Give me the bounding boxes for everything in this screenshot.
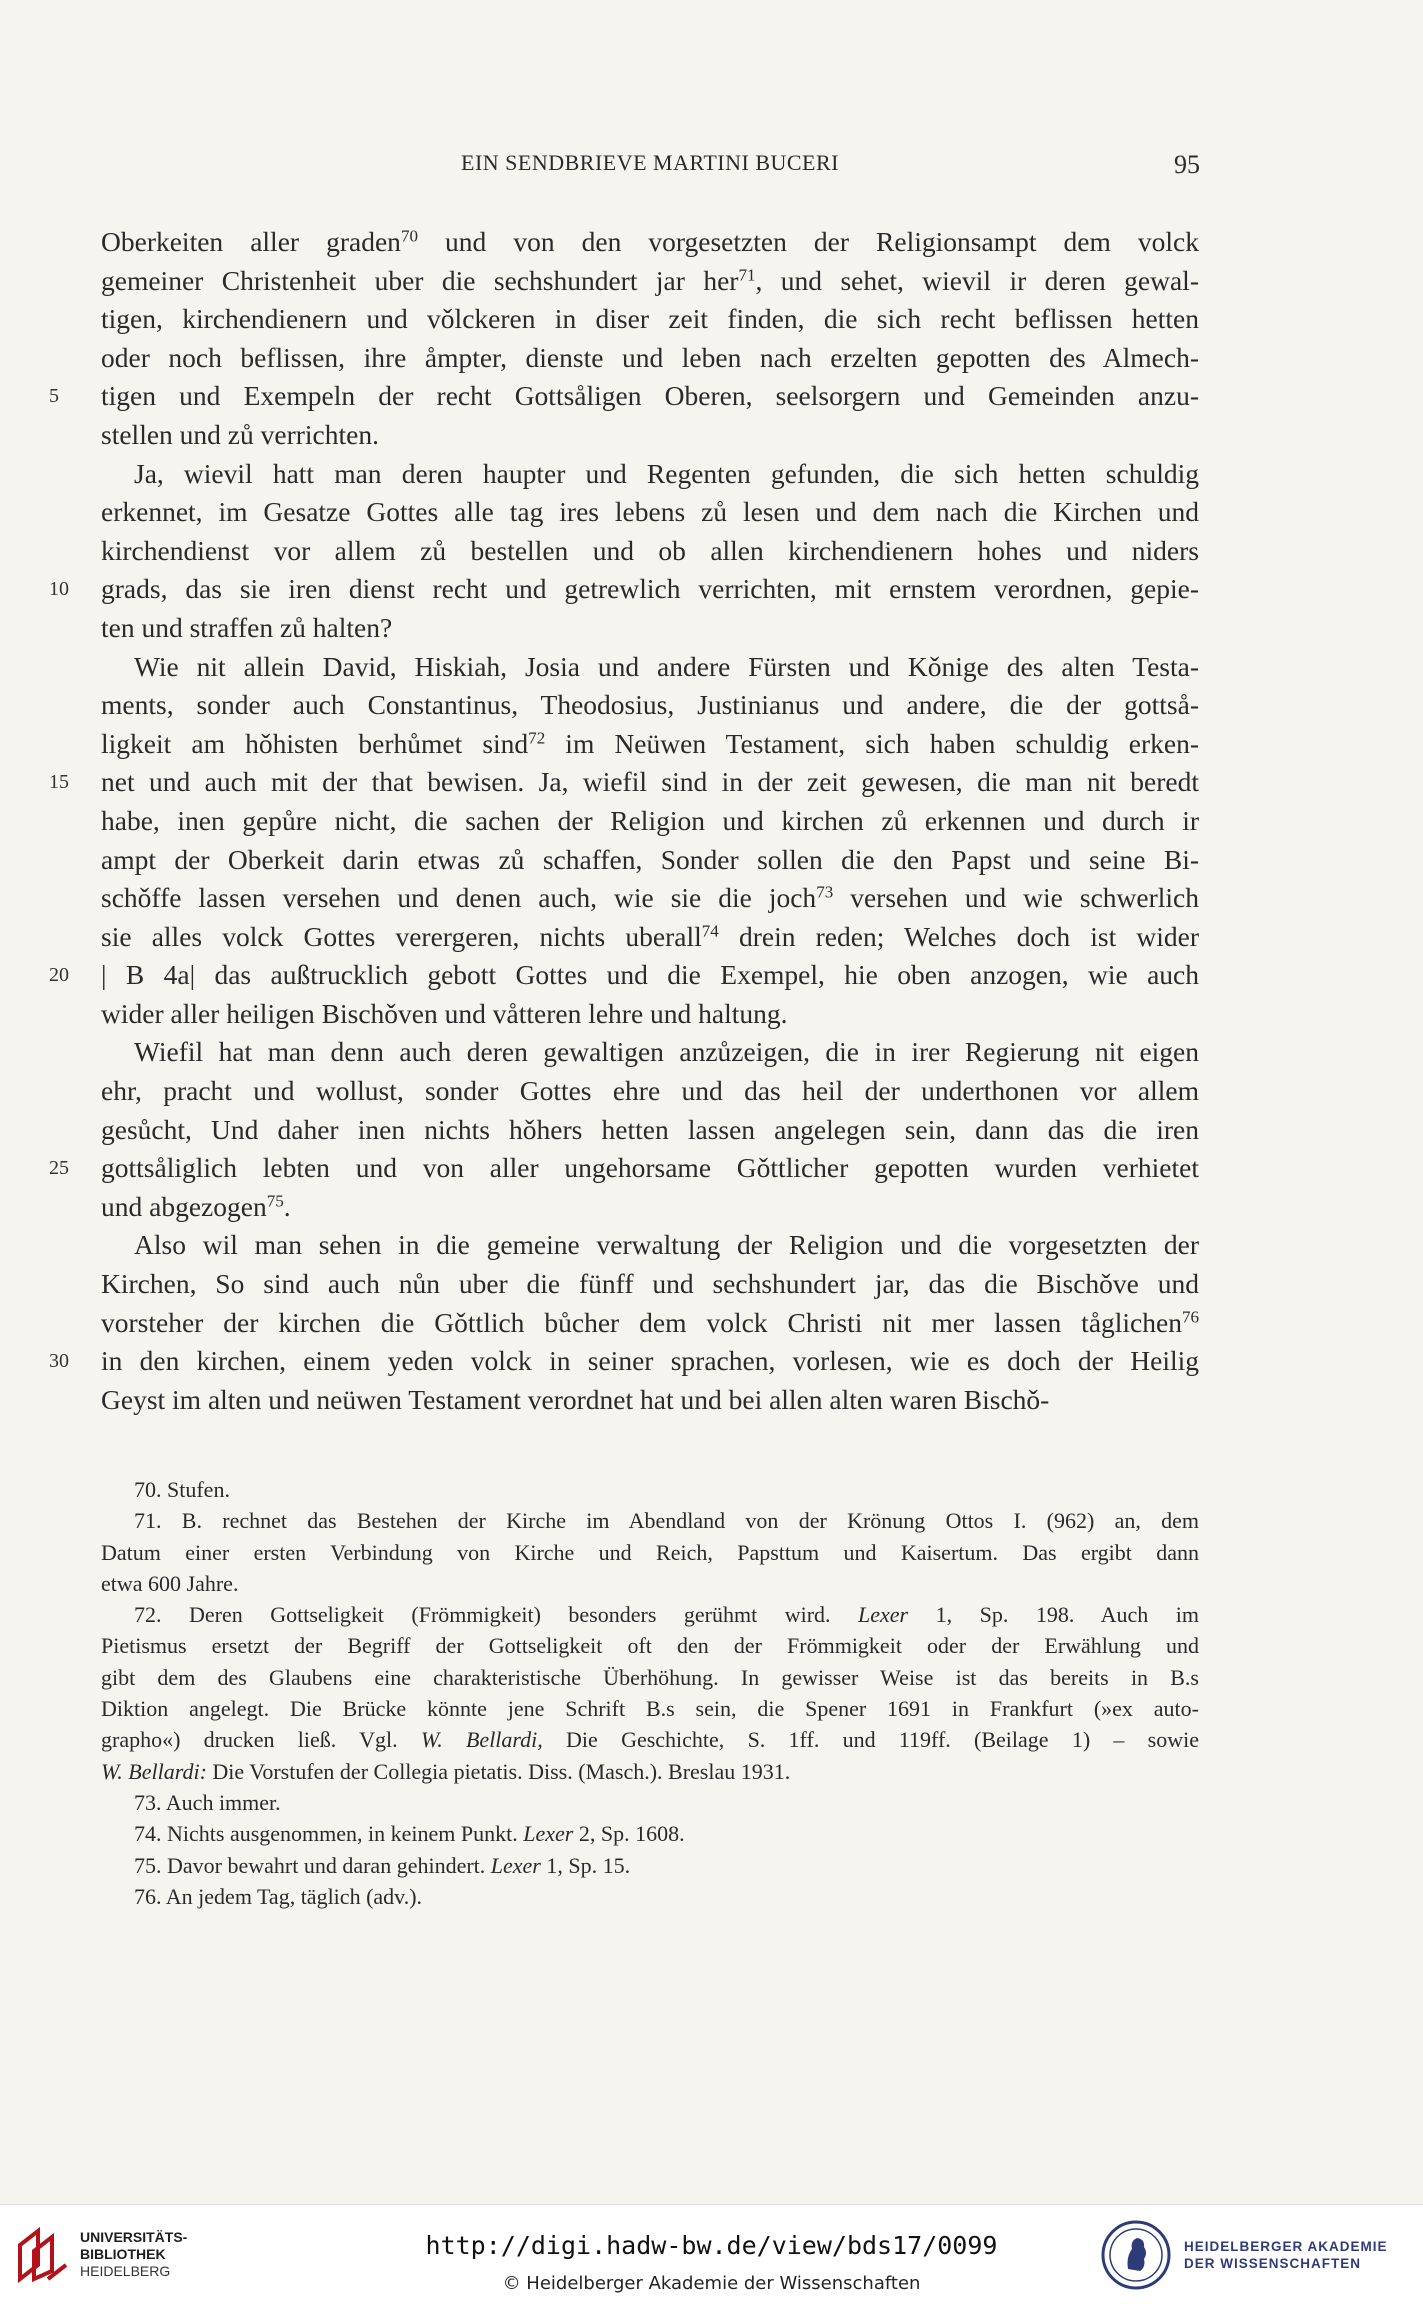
main-text bbox=[49, 223, 1199, 1419]
text-segment: ampt der Oberkeit darin etwas zů schaffen, Sonder sollen die den Papst und seine Bi- bbox=[101, 843, 1199, 875]
text-segment: Wiefil hat man denn auch deren gewaltigen anzůzeigen, die in irer Regierung nit eigen bbox=[134, 1036, 1199, 1068]
text-segment: oder noch beflissen, ihre åmpter, dienste und leben nach erzelten gepotten des Almech- bbox=[101, 341, 1199, 373]
text-line bbox=[101, 223, 1199, 262]
footnote-line bbox=[101, 1724, 1199, 1755]
text-line bbox=[101, 918, 1199, 957]
academy-name: HEIDELBERGER AKADEMIE DER WISSENSCHAFTEN bbox=[1184, 2239, 1388, 2271]
text-segment: gesůcht, Und daher inen nichts hǒhers hetten lassen angelegen sein, dann das die iren bbox=[101, 1113, 1199, 1145]
line-number: 30 bbox=[49, 1350, 69, 1373]
footnote-line bbox=[101, 1505, 1199, 1536]
text-segment: , und sehet, wievil ir deren gewal- bbox=[755, 264, 1199, 296]
text-line bbox=[49, 377, 1199, 416]
footnote-text: Diktion angelegt. Die Brücke könnte jene Schrift B.s sein, die Spener 1691 in Frankfurt (»ex auto- bbox=[101, 1696, 1199, 1722]
footnote-marker: 74 bbox=[701, 921, 719, 941]
text-line bbox=[49, 763, 1199, 802]
footnote-line bbox=[101, 1474, 1199, 1505]
running-title: EIN SENDBRIEVE MARTINI BUCERI bbox=[461, 150, 839, 175]
text-segment: Geyst im alten und neüwen Testament verordnet hat und bei allen alten waren Bischǒ- bbox=[101, 1383, 1050, 1415]
footnote-text: Datum einer ersten Verbindung von Kirche und Reich, Papsttum und Kaisertum. Das ergibt dann bbox=[101, 1539, 1199, 1565]
footnote-line bbox=[101, 1537, 1199, 1568]
text-segment: kirchendienst vor allem zů bestellen und ob allen kirchendienern hohes und niders bbox=[101, 534, 1199, 566]
text-line bbox=[101, 1111, 1199, 1150]
text-segment: Ja, wievil hatt man deren haupter und Regenten gefunden, die sich hetten schuldig bbox=[134, 457, 1199, 489]
text-segment: im Neüwen Testament, sich haben schuldig erken- bbox=[545, 727, 1199, 759]
text-line bbox=[101, 648, 1199, 687]
text-line bbox=[101, 686, 1199, 725]
text-line bbox=[49, 1149, 1199, 1188]
text-line bbox=[101, 262, 1199, 301]
university-library-name: UNIVERSITÄTS- BIBLIOTHEK HEIDELBERG bbox=[80, 2229, 188, 2279]
text-line bbox=[101, 609, 1199, 648]
text-segment: gottsåliglich lebten und von aller ungehorsame Gǒttlicher gepotten wurden verhietet bbox=[101, 1152, 1199, 1184]
footnote-marker: 75 bbox=[266, 1191, 284, 1211]
footnote-text: 1, Sp. 15. bbox=[540, 1852, 631, 1878]
footnote-line bbox=[101, 1818, 1199, 1849]
footnote-line bbox=[101, 1850, 1199, 1881]
text-line bbox=[101, 1304, 1199, 1343]
text-segment: sie alles volck Gottes verergeren, nichts uberall bbox=[101, 920, 702, 952]
text-line bbox=[101, 1381, 1199, 1420]
footnote-text: 75. Davor bewahrt und daran gehindert. bbox=[134, 1852, 491, 1878]
footnote-text: 2, Sp. 1608. bbox=[573, 1821, 685, 1847]
text-segment: versehen und wie schwerlich bbox=[833, 882, 1199, 914]
footnote-text: 71. B. rechnet das Bestehen der Kirche im Abendland von der Krönung Ottos I. (962) an, dem bbox=[134, 1508, 1199, 1534]
text-segment: net und auch mit der that bewisen. Ja, wiefil sind in der zeit gewesen, die man nit beredt bbox=[101, 766, 1199, 798]
text-segment: wider aller heiligen Bischǒven und våtteren lehre und haltung. bbox=[101, 997, 788, 1029]
academy-seal-icon[interactable] bbox=[1100, 2219, 1172, 2291]
text-segment: habe, inen gepůre nicht, die sachen der Religion und kirchen zů erkennen und durch ir bbox=[101, 804, 1199, 836]
footnote-line bbox=[101, 1599, 1199, 1630]
footnote-marker: 73 bbox=[816, 882, 834, 902]
footnote-marker: 72 bbox=[528, 728, 546, 748]
text-line bbox=[101, 802, 1199, 841]
footnote-text: 74. Nichts ausgenommen, in keinem Punkt. bbox=[134, 1821, 524, 1847]
text-line bbox=[49, 956, 1199, 995]
cited-author: W. Bellardi: bbox=[101, 1758, 207, 1784]
text-line bbox=[101, 1226, 1199, 1265]
footnote-marker: 71 bbox=[738, 265, 756, 285]
footnotes bbox=[101, 1474, 1199, 1912]
text-line bbox=[101, 1265, 1199, 1304]
text-line bbox=[101, 339, 1199, 378]
text-segment: ments, sonder auch Constantinus, Theodosius, Justinianus und andere, die der gottså- bbox=[101, 689, 1199, 721]
footnote-marker: 76 bbox=[1181, 1307, 1199, 1327]
text-line bbox=[101, 416, 1199, 455]
text-segment: stellen und zů verrichten. bbox=[101, 418, 379, 450]
footnote-text: etwa 600 Jahre. bbox=[101, 1570, 239, 1596]
text-line bbox=[101, 725, 1199, 764]
text-segment: und abgezogen bbox=[101, 1190, 267, 1222]
cited-author: Lexer bbox=[490, 1852, 541, 1878]
footnote-line bbox=[101, 1787, 1199, 1818]
page-url-link[interactable]: http://digi.hadw-bw.de/view/bds17/0099 bbox=[425, 2231, 998, 2260]
line-number: 20 bbox=[49, 964, 69, 987]
text-line bbox=[101, 532, 1199, 571]
text-line bbox=[101, 1188, 1199, 1227]
footnote-marker: 70 bbox=[400, 226, 418, 246]
footnote-line bbox=[101, 1568, 1199, 1599]
footnote-text: gibt dem des Glaubens eine charakteristische Überhöhung. In gewisser Weise ist das bereits in B.s bbox=[101, 1664, 1199, 1690]
footnote-text: Pietismus ersetzt der Begriff der Gottseligkeit oft den der Frömmigkeit oder der Erwählung und bbox=[101, 1633, 1199, 1659]
footnote-line bbox=[101, 1662, 1199, 1693]
text-segment: ten und straffen zů halten? bbox=[101, 611, 393, 643]
line-number: 5 bbox=[49, 385, 59, 408]
text-line bbox=[101, 1033, 1199, 1072]
footnote-text: 1, Sp. 198. Auch im bbox=[908, 1602, 1199, 1628]
text-segment: . bbox=[283, 1190, 291, 1222]
cited-author: W. Bellardi, bbox=[420, 1727, 543, 1753]
text-line bbox=[101, 455, 1199, 494]
footnote-line bbox=[101, 1630, 1199, 1661]
text-line bbox=[101, 493, 1199, 532]
line-number: 25 bbox=[49, 1157, 69, 1180]
footnote-line bbox=[101, 1693, 1199, 1724]
footnote-text: Die Geschichte, S. 1ff. und 119ff. (Beilage 1) – sowie bbox=[542, 1727, 1199, 1753]
text-segment: Wie nit allein David, Hiskiah, Josia und andere Fürsten und Kǒnige des alten Testa- bbox=[134, 650, 1199, 682]
text-line bbox=[101, 879, 1199, 918]
text-segment: Kirchen, So sind auch nůn uber die fünff und sechshundert jar, das die Bischǒve und bbox=[101, 1268, 1199, 1300]
text-line bbox=[49, 570, 1199, 609]
footer-bar bbox=[0, 2204, 1423, 2304]
text-segment: tigen und Exempeln der recht Gottsåligen Oberen, seelsorgern und Gemeinden anzu- bbox=[101, 380, 1199, 412]
text-segment: und von den vorgesetzten der Religionsampt dem volck bbox=[417, 226, 1199, 257]
text-line bbox=[101, 300, 1199, 339]
footnote-text: Die Vorstufen der Collegia pietatis. Diss. (Masch.). Breslau 1931. bbox=[206, 1758, 791, 1784]
footnote-line bbox=[101, 1881, 1199, 1912]
text-segment: Oberkeiten aller graden bbox=[101, 226, 401, 257]
text-segment: ehr, pracht und wollust, sonder Gottes ehre und das heil der underthonen vor allem bbox=[101, 1075, 1199, 1107]
text-segment: vorsteher der kirchen die Gǒttlich bůcher dem volck Christi nit mer lassen tåglichen bbox=[101, 1306, 1182, 1338]
footnote-text: 72. Deren Gottseligkeit (Frömmigkeit) besonders gerühmt wird. bbox=[134, 1602, 859, 1628]
text-segment: grads, das sie iren dienst recht und getrewlich verrichten, mit ernstem verordnen, gepie- bbox=[101, 573, 1199, 605]
page-number: 95 bbox=[1174, 150, 1200, 179]
text-line bbox=[101, 995, 1199, 1034]
text-segment: in den kirchen, einem yeden volck in seiner sprachen, vorlesen, wie es doch der Heilig bbox=[101, 1345, 1199, 1377]
footnote-text: grapho«) drucken ließ. Vgl. bbox=[101, 1727, 421, 1753]
text-segment: drein reden; Welches doch ist wider bbox=[718, 920, 1199, 952]
footnote-line bbox=[101, 1756, 1199, 1787]
text-segment: Also wil man sehen in die gemeine verwaltung der Religion und die vorgesetzten der bbox=[134, 1229, 1199, 1261]
cited-author: Lexer bbox=[523, 1821, 574, 1847]
text-segment: erkennet, im Gesatze Gottes alle tag ires lebens zů lesen und dem nach die Kirchen und bbox=[101, 496, 1199, 528]
text-segment: | B 4a| das außtrucklich gebott Gottes und die Exempel, hie oben anzogen, wie auch bbox=[101, 959, 1199, 991]
line-number: 10 bbox=[49, 578, 69, 601]
text-segment: gemeiner Christenheit uber die sechshundert jar her bbox=[101, 264, 739, 296]
text-segment: tigen, kirchendienern und vǒlckeren in diser zeit finden, die sich recht beflissen hetten bbox=[101, 303, 1199, 335]
copyright-notice: © Heidelberger Akademie der Wissenschaften bbox=[502, 2273, 921, 2294]
cited-author: Lexer bbox=[858, 1602, 909, 1628]
footnote-text: 70. Stufen. bbox=[134, 1477, 230, 1502]
footnote-text: 73. Auch immer. bbox=[134, 1789, 281, 1815]
text-line bbox=[101, 1072, 1199, 1111]
footnote-text: 76. An jedem Tag, täglich (adv.). bbox=[134, 1883, 423, 1909]
text-line bbox=[49, 1342, 1199, 1381]
page-header bbox=[100, 150, 1200, 190]
line-number: 15 bbox=[49, 771, 69, 794]
text-line bbox=[101, 841, 1199, 880]
text-segment: ligkeit am hǒhisten berhůmet sind bbox=[101, 727, 529, 759]
text-segment: schǒffe lassen versehen und denen auch, wie sie die joch bbox=[101, 882, 817, 914]
